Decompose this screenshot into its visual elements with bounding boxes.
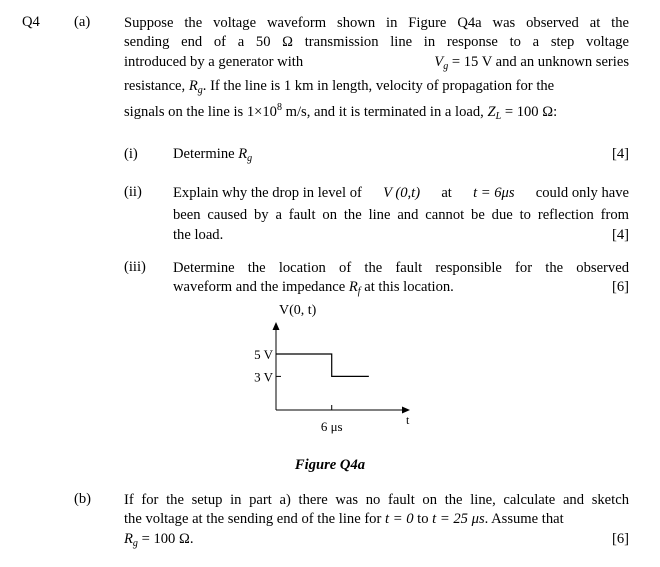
part-b-t-to: t = 25 μs bbox=[432, 511, 485, 528]
series-line-v0t bbox=[276, 354, 369, 376]
zl-sub: L bbox=[495, 110, 502, 122]
chart-ticks bbox=[254, 347, 343, 434]
question-number: Q4 bbox=[22, 14, 40, 30]
sub-ii-line-1 bbox=[173, 184, 629, 203]
sub-iii-text bbox=[173, 259, 629, 298]
part-b-line-1: If for the setup in part a) there was no fault on the line, calculate and sketch bbox=[124, 492, 629, 508]
sub-ii-line-1a: Explain why the drop in level of bbox=[173, 185, 362, 201]
part-a-label: (a) bbox=[74, 14, 91, 30]
sub-i-text bbox=[173, 146, 252, 164]
part-b-line-2b: . Assume that bbox=[484, 511, 564, 528]
sub-ii-marks: [4] bbox=[611, 227, 629, 243]
part-b-rg-sub: g bbox=[132, 537, 138, 549]
y-tick-label: 3 V bbox=[254, 369, 273, 385]
sub-ii-line-1e: could only have bbox=[535, 185, 629, 201]
sub-ii-text bbox=[173, 184, 629, 245]
intro-line-5a: signals on the line is 1×10 bbox=[124, 103, 277, 120]
part-b-line-3 bbox=[124, 530, 629, 550]
sub-iii-marks: [6] bbox=[611, 279, 629, 295]
part-b-to: to bbox=[417, 511, 429, 528]
intro-line-4 bbox=[124, 77, 629, 97]
part-b-text bbox=[124, 491, 629, 550]
intro-line-3a: introduced by a generator with bbox=[124, 53, 304, 70]
vg-term bbox=[434, 53, 629, 73]
sub-ii-at: at bbox=[441, 185, 452, 201]
sub-i-label: (i) bbox=[124, 146, 138, 162]
intro-line-3b: = 15 V and an unknown series bbox=[451, 53, 629, 70]
part-b-marks: [6] bbox=[611, 531, 629, 547]
vg-symbol: V bbox=[434, 53, 444, 70]
figure-caption: Figure Q4a bbox=[294, 457, 366, 473]
sub-ii-time: t = 6μs bbox=[473, 185, 515, 201]
sub-iii-sub: f bbox=[357, 286, 361, 298]
sub-i-sym: R bbox=[238, 146, 248, 162]
part-b-line-2a: the voltage at the sending end of the line for bbox=[124, 511, 382, 528]
intro-line-4b: . If the line is 1 km in length, velocity of propagation for the bbox=[202, 77, 555, 94]
sub-iii-label: (iii) bbox=[124, 259, 146, 275]
sub-ii-v0t: V (0,t) bbox=[383, 185, 421, 201]
intro-exp: 8 bbox=[276, 101, 282, 113]
sub-i-sub: g bbox=[247, 153, 253, 164]
intro-line-5b: m/s, and it is terminated in a load, bbox=[285, 103, 484, 120]
intro-line-2: sending end of a 50 Ω transmission line in response to a step voltage bbox=[124, 34, 629, 51]
sub-i-marks: [4] bbox=[611, 146, 629, 162]
sub-iii-sym: R bbox=[348, 279, 358, 296]
sub-i-determine: Determine bbox=[173, 146, 235, 162]
sub-ii-line-3: the load. bbox=[173, 226, 224, 243]
vg-sub: g bbox=[443, 60, 449, 72]
rg-sub: g bbox=[197, 84, 203, 96]
part-a-intro bbox=[124, 14, 629, 123]
x-tick-label: 6 μs bbox=[320, 419, 343, 434]
sub-iii-line-2 bbox=[173, 278, 629, 298]
zl-symbol: Z bbox=[487, 103, 496, 120]
sub-iii-line-1: Determine the location of the fault responsible for the observed bbox=[173, 260, 629, 276]
sub-ii-label: (ii) bbox=[124, 184, 142, 200]
x-axis-label: t bbox=[406, 413, 410, 427]
rg-symbol: R bbox=[188, 77, 198, 94]
intro-line-1: Suppose the voltage waveform shown in Figure Q4a was observed at the bbox=[124, 15, 629, 31]
part-b-t-from: t = 0 bbox=[385, 511, 414, 528]
intro-line-3 bbox=[124, 53, 629, 73]
chart-title: V(0, t) bbox=[279, 303, 317, 318]
sub-ii-line-2: been caused by a fault on the line and cannot be due to reflection from bbox=[173, 207, 629, 224]
part-b-label: (b) bbox=[74, 491, 92, 507]
intro-line-5 bbox=[124, 101, 629, 123]
figure-q4a-chart bbox=[230, 298, 430, 443]
part-b-rg: R bbox=[124, 530, 133, 547]
intro-line-4a: resistance, bbox=[124, 77, 186, 94]
part-b-line-3b: = 100 Ω. bbox=[141, 530, 194, 547]
sub-iii-line-2b: at this location. bbox=[364, 279, 454, 296]
sub-iii-line-2a: waveform and the impedance bbox=[173, 279, 346, 296]
intro-line-5c: = 100 Ω: bbox=[504, 103, 558, 120]
y-tick-label: 5 V bbox=[254, 347, 273, 362]
part-b-line-2 bbox=[124, 510, 629, 529]
y-axis-arrow bbox=[273, 322, 280, 330]
